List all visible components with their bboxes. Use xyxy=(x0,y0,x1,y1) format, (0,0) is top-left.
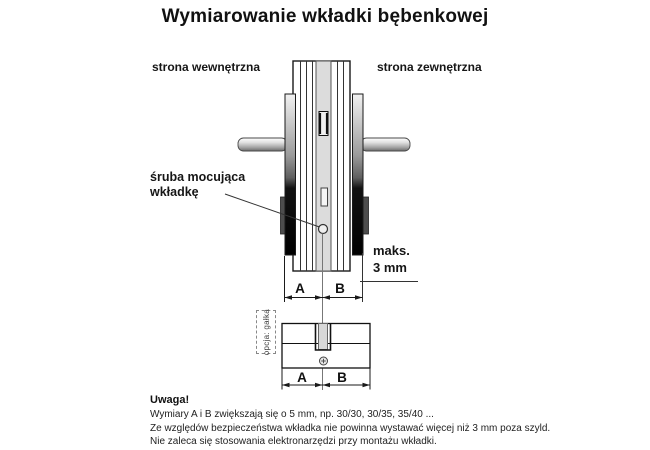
mounting-screw-icon xyxy=(319,225,328,234)
mounting-screw-label-line2: wkładkę xyxy=(150,185,199,199)
shield-plate-right xyxy=(353,94,364,255)
note-block xyxy=(150,394,630,449)
max-protrusion-label xyxy=(373,243,410,276)
max-protrusion-label-line1: maks. xyxy=(373,243,410,258)
handle-spindle-right xyxy=(361,138,410,151)
note-line: Nie zaleca się stosowania elektronarzędzi przy montażu wkładki. xyxy=(150,436,437,447)
handle-spindle-left xyxy=(238,138,287,151)
page-title: Wymiarowanie wkładki bębenkowej xyxy=(161,6,489,27)
dim-b-label-upper: B xyxy=(335,281,345,296)
dim-b-label-lower: B xyxy=(337,370,347,385)
cylinder-side-view xyxy=(282,324,370,369)
outer-side-label: strona zewnętrzna xyxy=(377,60,482,74)
door-cross-section xyxy=(293,61,350,271)
cylinder-strip xyxy=(316,61,331,271)
screw-head-icon xyxy=(320,357,328,365)
max-protrusion-label-line2: 3 mm xyxy=(373,259,407,275)
note-line: Wymiary A i B zwiększają się o 5 mm, np. 30/30, 30/35, 35/40 ... xyxy=(150,409,434,420)
fixing-slot xyxy=(321,188,328,206)
note-line: Ze względów bezpieczeństwa wkładka nie powinna wystawać więcej niż 3 mm poza szyld. xyxy=(150,422,551,434)
mounting-screw-label xyxy=(150,170,265,200)
note-heading: Uwaga! xyxy=(150,394,190,406)
inner-side-label: strona wewnętrzna xyxy=(152,60,261,74)
keyway xyxy=(319,112,328,136)
mounting-screw-label-line1: śruba mocująca xyxy=(150,170,246,184)
knob-option-box xyxy=(256,310,276,354)
dim-a-label-lower: A xyxy=(297,370,307,385)
shield-plate-left xyxy=(285,94,296,255)
dim-a-label-upper: A xyxy=(295,281,305,296)
knob-option-label: opcja: gałka xyxy=(261,308,271,356)
